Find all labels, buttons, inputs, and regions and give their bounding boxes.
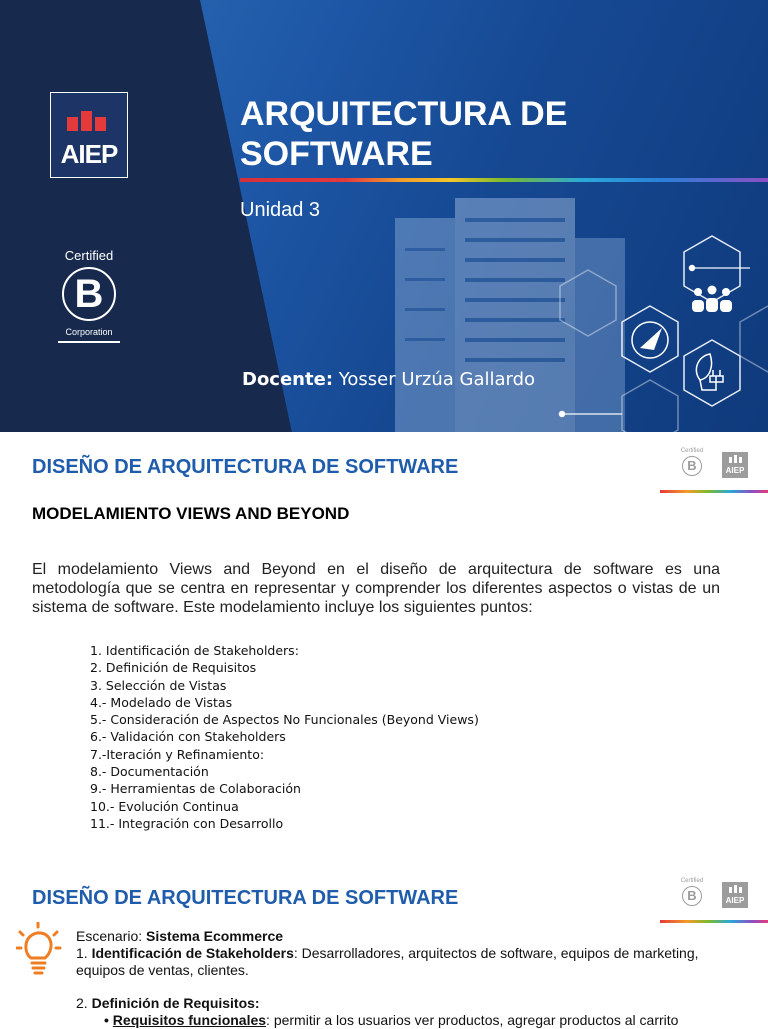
teacher-name: Yosser Urzúa Gallardo bbox=[338, 369, 536, 390]
list-item: 3. Selección de Vistas bbox=[90, 677, 227, 693]
bullet-mark: • bbox=[104, 1012, 109, 1028]
requirements-item bbox=[76, 995, 748, 1012]
slide1-b-corp-letter: B bbox=[682, 456, 702, 476]
banner-title-line1: ARQUITECTURA DE bbox=[240, 95, 568, 133]
slide2-title: DISEÑO DE ARQUITECTURA DE SOFTWARE bbox=[32, 887, 459, 909]
list-item: 2. Definición de Requisitos bbox=[90, 660, 257, 676]
list-item: 8.- Documentación bbox=[90, 764, 209, 780]
stakeholders-heading: Identificación de Stakeholders bbox=[91, 945, 294, 961]
aiep-logo-text: AIEP bbox=[60, 139, 118, 169]
slide2-b-corp-letter: B bbox=[682, 886, 702, 906]
slide1-intro-paragraph: El modelamiento Views and Beyond en el diseño de arquitectura de software es una metodología que se centra en representar y comprender los diferentes aspectos o vistas de un sistema de software. Este modelamiento incluye los siguientes puntos: bbox=[32, 561, 720, 616]
scenario-label: Escenario: bbox=[76, 928, 143, 944]
list-item: 4.- Modelado de Vistas bbox=[90, 694, 233, 710]
b-corp-underline bbox=[58, 341, 120, 343]
slide2-corner-logos bbox=[676, 878, 756, 918]
banner-title bbox=[240, 94, 567, 174]
b-corp-logo bbox=[58, 248, 120, 343]
slide2-aiep-text: AIEP bbox=[725, 896, 745, 905]
b-corp-corporation-label: Corporation bbox=[65, 327, 113, 337]
slide2-aiep-logo bbox=[722, 882, 748, 908]
teacher-label: Docente: bbox=[242, 369, 334, 390]
slide1-b-corp-certified: Certified bbox=[680, 448, 704, 454]
teacher-line bbox=[242, 369, 535, 390]
slide1-color-rule bbox=[660, 490, 768, 493]
list-item: 1. Identificación de Stakeholders: bbox=[90, 643, 299, 658]
stakeholders-item bbox=[76, 945, 748, 979]
stakeholders-number: 1. bbox=[76, 945, 88, 961]
slide1-subtitle: MODELAMIENTO VIEWS AND BEYOND bbox=[32, 504, 350, 523]
slide2-b-corp-logo bbox=[676, 878, 708, 914]
slide1-b-corp-logo bbox=[676, 448, 708, 484]
slide1-corner-logos bbox=[676, 448, 756, 488]
scenario-line bbox=[76, 928, 748, 945]
requirements-heading: Definición de Requisitos: bbox=[91, 995, 260, 1011]
people-icon bbox=[692, 286, 732, 313]
list-item: 5.- Consideración de Aspectos No Funcionales (Beyond Views) bbox=[90, 712, 479, 728]
scenario-value: Sistema Ecommerce bbox=[146, 928, 284, 944]
slide1-aiep-logo bbox=[722, 452, 748, 478]
banner-title-line2: SOFTWARE bbox=[240, 135, 433, 173]
eco-plug-icon bbox=[696, 354, 723, 390]
list-item: 10.- Evolución Continua bbox=[90, 798, 239, 814]
banner-left-panel bbox=[0, 0, 170, 432]
slide1-aiep-text: AIEP bbox=[725, 466, 745, 475]
hexagon-network bbox=[540, 230, 768, 432]
lightbulb-icon bbox=[16, 922, 62, 978]
list-item: 6.- Validación con Stakeholders bbox=[90, 729, 286, 745]
slide1-title: DISEÑO DE ARQUITECTURA DE SOFTWARE bbox=[32, 456, 459, 478]
slide2-color-rule bbox=[660, 920, 768, 923]
slide2-b-corp-certified: Certified bbox=[680, 878, 704, 884]
b-corp-certified-label: Certified bbox=[64, 248, 114, 263]
list-item: 11.- Integración con Desarrollo bbox=[90, 815, 284, 831]
aiep-logo bbox=[50, 92, 128, 178]
b-corp-letter: B bbox=[62, 267, 116, 321]
functional-requirements-item bbox=[104, 1012, 748, 1029]
functional-requirements-text: : permitir a los usuarios ver productos, agregar productos al carrito bbox=[266, 1012, 679, 1028]
scenario-content bbox=[76, 928, 748, 1029]
list-item: 7.-Iteración y Refinamiento: bbox=[90, 746, 265, 762]
title-banner bbox=[0, 0, 768, 432]
functional-requirements-heading: Requisitos funcionales bbox=[112, 1012, 267, 1028]
views-beyond-points-list bbox=[90, 642, 479, 832]
list-item: 9.- Herramientas de Colaboración bbox=[90, 781, 301, 797]
requirements-number: 2. bbox=[76, 995, 88, 1011]
compass-icon bbox=[632, 322, 668, 358]
unit-label: Unidad 3 bbox=[240, 199, 321, 221]
rainbow-divider bbox=[240, 178, 768, 182]
stakeholders-text: : Desarrolladores, arquitectos de software, equipos de marketing, equipos de ventas, clientes. bbox=[76, 945, 699, 978]
